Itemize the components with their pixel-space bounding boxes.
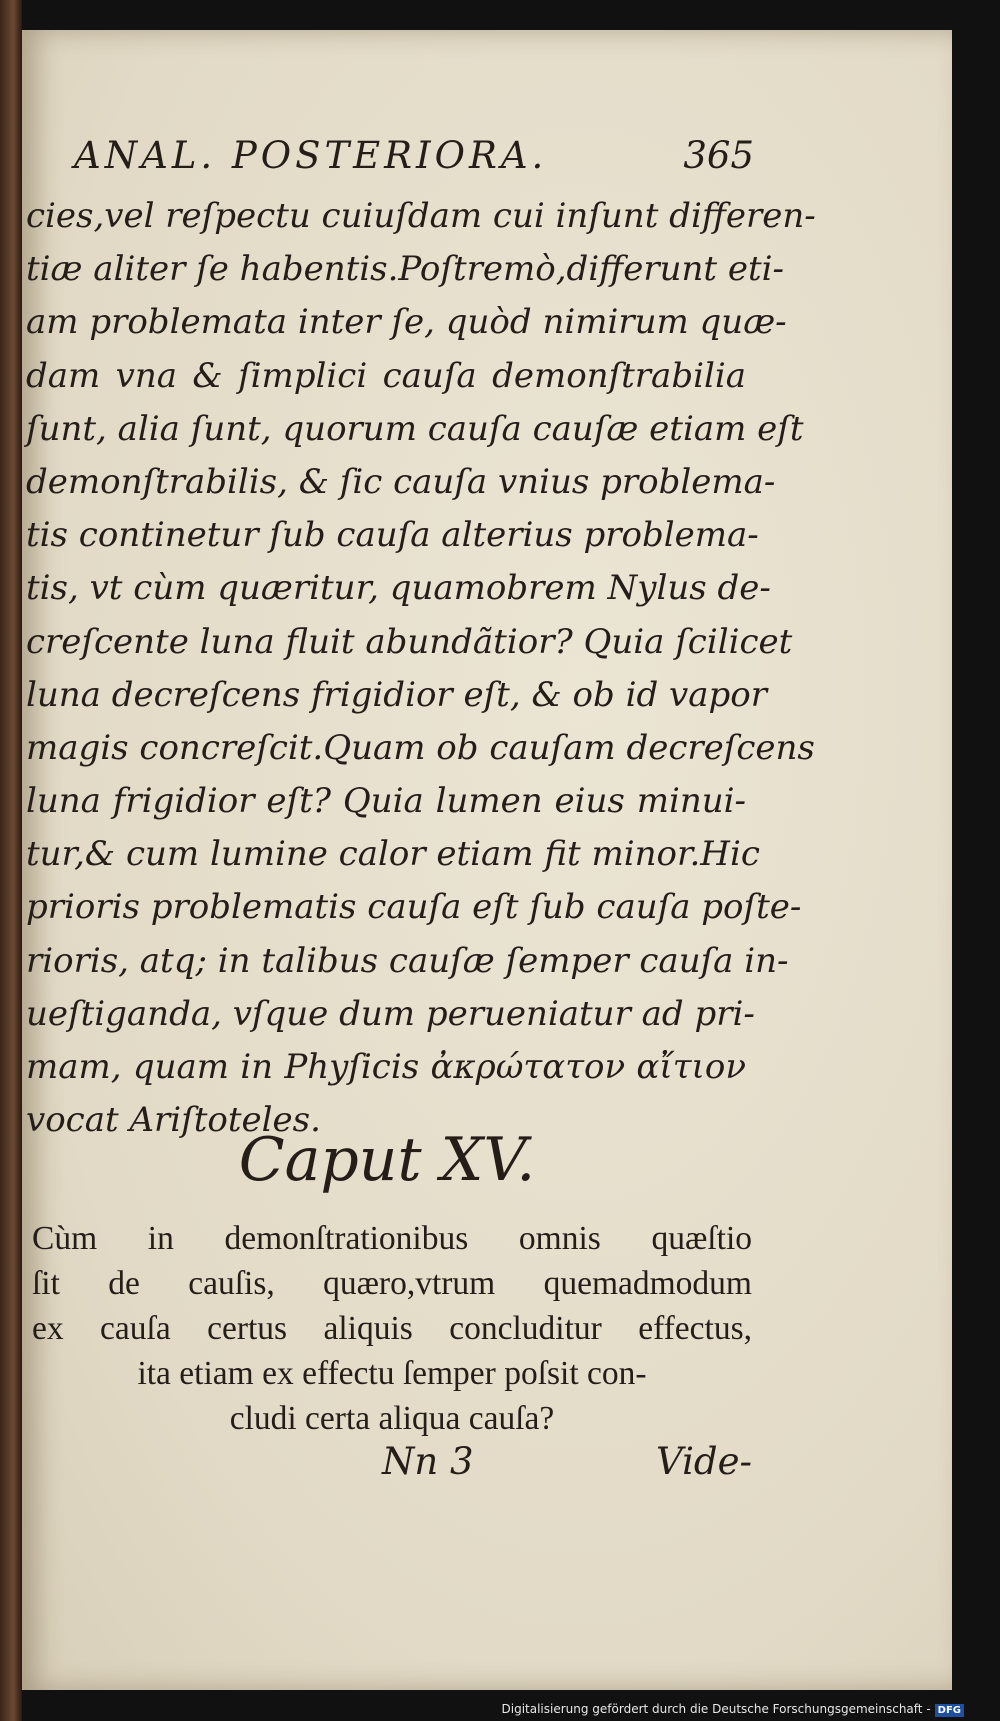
digitization-credit <box>502 1702 965 1717</box>
body-text <box>26 190 816 1147</box>
signature-mark: Nn 3 <box>382 1440 474 1483</box>
text-line: dam vna & ſimplici cauſa demonſtrabilia <box>26 355 746 396</box>
text-line: am problemata inter ſe, quòd nimirum quæ- <box>26 302 787 343</box>
signature-line <box>382 1440 752 1490</box>
text-line: mam, quam in Phyſicis ἀκρώτατον αἴτιον <box>26 1047 746 1087</box>
book-page <box>22 30 952 1690</box>
book-binding-edge <box>0 0 22 1721</box>
chapter-heading: Caput XV. <box>238 1125 536 1195</box>
text-line: demonſtrabilis, & ſic cauſa vnius problema- <box>26 461 776 502</box>
text-line: luna frigidior eſt? Quia lumen eius minui- <box>26 781 746 822</box>
text-line: tur,& cum lumine calor etiam fit minor.Hic <box>26 834 760 875</box>
text-line: magis concreſcit.Quam ob cauſam decreſcens <box>26 727 815 768</box>
page-number: 365 <box>683 134 754 177</box>
text-line: tis continetur ſub cauſa alterius problema- <box>26 515 759 556</box>
question-line: Cùm in demonſtrationibus omnis quæſtio <box>32 1220 752 1257</box>
text-line: tis, vt cùm quæritur, quamobrem Nylus de- <box>26 568 771 609</box>
credit-text: Digitalisierung gefördert durch die Deutsche Forschungsgemeinschaft - <box>501 1702 931 1716</box>
question-line: ſit de cauſis, quæro,vtrum quemadmodum <box>32 1265 752 1302</box>
text-line: creſcente luna fluit abundãtior? Quia ſcilicet <box>26 621 793 662</box>
running-head-title: ANAL. POSTERIORA. <box>74 134 548 177</box>
text-line: prioris problematis cauſa eſt ſub cauſa poſte- <box>26 887 802 928</box>
text-line: tiæ aliter ſe habentis.Poſtremò,differunt eti- <box>26 249 785 290</box>
running-head <box>74 134 754 177</box>
text-line: ueſtiganda, vſque dum perueniatur ad pri- <box>26 993 755 1034</box>
question-line: ex cauſa certus aliquis concluditur effectus, <box>32 1310 752 1347</box>
dfg-logo: DFG <box>935 1704 964 1717</box>
text-line: luna decreſcens frigidior eſt, & ob id vapor <box>26 674 767 715</box>
text-line: cies,vel reſpectu cuiuſdam cui inſunt differen- <box>26 196 816 236</box>
text-line: ſunt, alia ſunt, quorum cauſa cauſæ etiam eſt <box>26 408 804 449</box>
text-line: rioris, atq; in talibus cauſæ ſemper cauſa in- <box>26 940 789 981</box>
question-line: ita etiam ex effectu ſemper poſsit con- <box>137 1355 647 1392</box>
chapter-question <box>32 1216 752 1441</box>
catchword: Vide- <box>656 1440 752 1483</box>
question-line: cludi certa aliqua cauſa? <box>229 1400 555 1437</box>
text-line: vocat Ariſtoteles. <box>26 1100 321 1141</box>
